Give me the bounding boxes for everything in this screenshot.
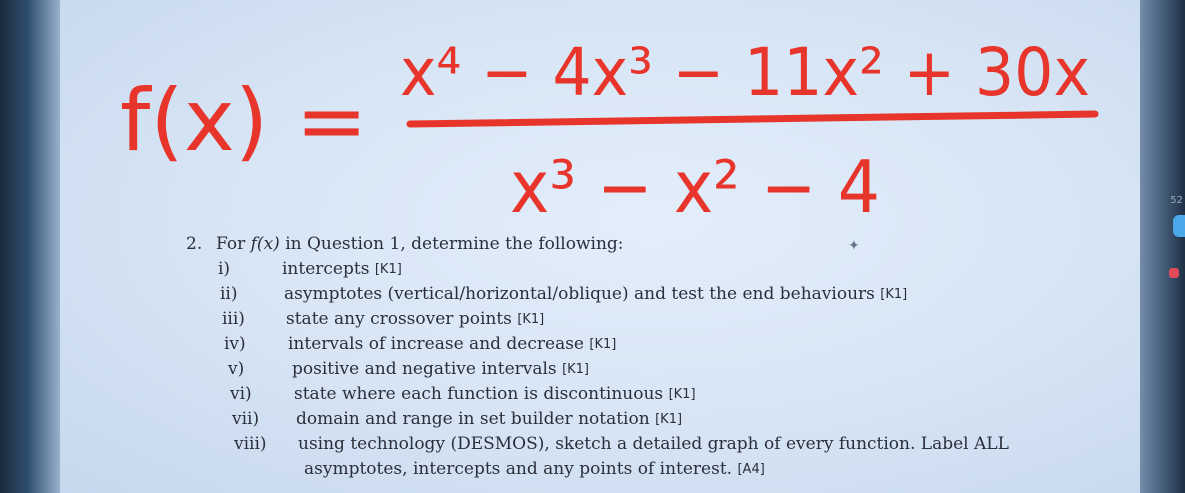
side-label: 52	[1170, 195, 1183, 206]
side-indicator-icon	[1169, 268, 1179, 278]
list-item	[224, 332, 1086, 357]
item-text: positive and negative intervals	[292, 359, 557, 379]
item-number: vii)	[232, 409, 260, 429]
prompt-suffix: in Question 1, determine the following:	[279, 234, 624, 254]
fraction-bar	[410, 114, 1095, 124]
question-prompt	[216, 232, 624, 257]
item-tag: [K1]	[655, 412, 683, 427]
item-tag: [A4]	[737, 462, 765, 477]
question-heading	[186, 232, 1086, 257]
item-tag: [K1]	[589, 337, 617, 352]
item-number: vi)	[230, 384, 252, 404]
question-number: 2.	[186, 234, 203, 254]
item-text: domain and range in set builder notation	[296, 409, 650, 429]
equation-denominator: x³ − x² − 4	[510, 145, 880, 229]
equation-numerator: x⁴ − 4x³ − 11x² + 30x	[400, 34, 1090, 111]
item-number: v)	[228, 359, 245, 379]
item-tag: [K1]	[562, 362, 590, 377]
list-item	[220, 282, 1086, 307]
item-text: asymptotes, intercepts and any points of interest.	[304, 459, 733, 479]
item-text: state where each function is discontinuous	[294, 384, 664, 404]
item-number: ii)	[220, 284, 238, 304]
crosshair-icon: ✦	[848, 238, 860, 254]
list-item	[230, 382, 1086, 407]
item-tag: [K1]	[374, 262, 402, 277]
list-item	[222, 307, 1086, 332]
item-text: asymptotes (vertical/horizontal/oblique) and test the end behaviours	[284, 284, 875, 304]
item-text: using technology (DESMOS), sketch a detailed graph of every function. Label ALL	[298, 434, 1009, 454]
question-block	[186, 232, 1086, 482]
list-item	[218, 257, 1086, 282]
prompt-prefix: For	[216, 234, 251, 254]
item-tag: [K1]	[880, 287, 908, 302]
list-item	[234, 432, 1086, 457]
equation-lhs: f(x) =	[120, 71, 368, 171]
item-number: iii)	[222, 309, 245, 329]
list-item	[232, 407, 1086, 432]
item-number: viii)	[234, 434, 267, 454]
item-text: state any crossover points	[286, 309, 512, 329]
item-tag: [K1]	[668, 387, 696, 402]
item-text: intervals of increase and decrease	[288, 334, 584, 354]
item-number: iv)	[224, 334, 246, 354]
prompt-function: f(x)	[250, 234, 280, 254]
item-tag: [K1]	[517, 312, 545, 327]
handwritten-equation	[0, 0, 1185, 230]
side-accent-bar	[1173, 215, 1185, 237]
item-text: intercepts	[282, 259, 370, 279]
item-number: i)	[218, 259, 231, 279]
list-item	[228, 357, 1086, 382]
list-item-continuation	[304, 457, 1086, 482]
